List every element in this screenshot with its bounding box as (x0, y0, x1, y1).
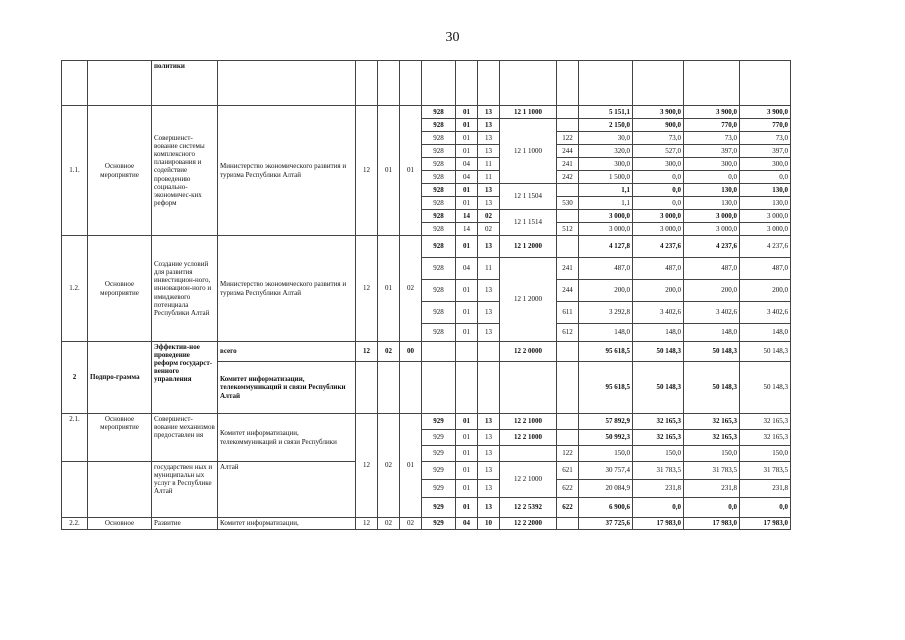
cell: 928 (422, 184, 456, 197)
cell: 13 (478, 145, 500, 158)
cell: 122 (557, 132, 579, 145)
cell (557, 119, 579, 132)
cell: 241 (557, 158, 579, 171)
cell: 01 (456, 446, 478, 462)
cell: 1 500,0 (579, 171, 633, 184)
cell: 929 (422, 414, 456, 430)
code-cell: 01 (400, 414, 422, 518)
cell: 148,0 (684, 324, 740, 342)
row-number: 1.2. (62, 236, 88, 342)
code-cell: 12 (356, 236, 378, 342)
cell: 50 148,3 (633, 362, 684, 414)
cell (557, 518, 579, 530)
cell: 0,0 (633, 197, 684, 210)
code-cell: 12 (356, 342, 378, 362)
cell (557, 342, 579, 362)
cell: 13 (478, 236, 500, 258)
cell: 01 (456, 280, 478, 302)
cell: 928 (422, 106, 456, 119)
cell: 928 (422, 197, 456, 210)
row-org: Министерство экономического развития и туризма Республики Алтай (218, 236, 356, 342)
code-cell: 02 (378, 342, 400, 362)
cell: 14 (456, 210, 478, 223)
cell: 928 (422, 145, 456, 158)
cell: 929 (422, 430, 456, 446)
cell: 01 (456, 430, 478, 446)
cell: 150,0 (579, 446, 633, 462)
cell: 50 148,3 (740, 362, 791, 414)
cell: 242 (557, 171, 579, 184)
cell: 231,8 (740, 480, 791, 498)
cell: 928 (422, 258, 456, 280)
cell: 5 151,1 (579, 106, 633, 119)
cell: 611 (557, 302, 579, 324)
cell: 01 (456, 480, 478, 498)
cell (557, 210, 579, 223)
cell: 01 (456, 197, 478, 210)
cell: 621 (557, 462, 579, 480)
row-org: Комитет информатизации, телекоммуникаций и связи Республики (218, 414, 356, 462)
cell: 1,1 (579, 184, 633, 197)
cell: 95 618,5 (579, 362, 633, 414)
cell: 57 892,9 (579, 414, 633, 430)
cell: 13 (478, 430, 500, 446)
cell: 3 000,0 (740, 210, 791, 223)
cell: 130,0 (684, 184, 740, 197)
cell: 200,0 (740, 280, 791, 302)
cell: 487,0 (684, 258, 740, 280)
cell: 300,0 (633, 158, 684, 171)
cell: 17 983,0 (633, 518, 684, 530)
cell: 01 (456, 414, 478, 430)
cell: 929 (422, 462, 456, 480)
row-name: Совершенст-вование механизмов предоставлен ия (152, 414, 218, 462)
row-name: Развитие (152, 518, 218, 530)
cell (557, 106, 579, 119)
cell: 31 783,5 (740, 462, 791, 480)
cell: 3 000,0 (579, 223, 633, 236)
page-number: 30 (445, 30, 460, 45)
cell: 12 2 2000 (500, 518, 557, 530)
cell: 929 (422, 480, 456, 498)
cell: 3 402,6 (633, 302, 684, 324)
cell: 01 (456, 145, 478, 158)
row-org: Комитет информатизации, телекоммуникаций и связи Республики Алтай (218, 362, 356, 414)
cell: 3 292,8 (579, 302, 633, 324)
cell: 01 (456, 462, 478, 480)
cell: 32 165,3 (633, 430, 684, 446)
row-type: Подпро-грамма (88, 342, 152, 414)
cell: 3 900,0 (740, 106, 791, 119)
cell: 13 (478, 462, 500, 480)
cell: 12 2 5392 (500, 498, 557, 518)
cell: 12 2 1000 (500, 462, 557, 498)
cell: 3 000,0 (579, 210, 633, 223)
cell: 0,0 (740, 171, 791, 184)
cell: 01 (456, 302, 478, 324)
table-row (62, 462, 791, 480)
cell: 487,0 (633, 258, 684, 280)
cell (88, 462, 152, 518)
cell: 73,0 (740, 132, 791, 145)
cell: 13 (478, 197, 500, 210)
cell: 130,0 (684, 197, 740, 210)
cell: 13 (478, 302, 500, 324)
cell: 3 000,0 (633, 210, 684, 223)
cell: 04 (456, 518, 478, 530)
row-name-cont: государствен ных и муниципальн ых услуг в Республике Алтай (152, 462, 218, 518)
cell: 13 (478, 119, 500, 132)
cell: 50 148,3 (684, 342, 740, 362)
cell: 01 (456, 119, 478, 132)
cell: 3 000,0 (684, 210, 740, 223)
cell: 17 983,0 (740, 518, 791, 530)
code-cell: 01 (400, 106, 422, 236)
table-row (62, 342, 791, 362)
cell (557, 236, 579, 258)
budget-table (61, 60, 791, 530)
table-row (62, 236, 791, 258)
cell (422, 342, 456, 362)
cell: 244 (557, 145, 579, 158)
row-number: 2 (62, 342, 88, 414)
code-cell: 01 (378, 106, 400, 236)
code-cell: 01 (378, 236, 400, 342)
cell: 148,0 (579, 324, 633, 342)
cell: 13 (478, 480, 500, 498)
cell: 12 2 1000 (500, 414, 557, 430)
cell: 929 (422, 446, 456, 462)
cell: 770,0 (740, 119, 791, 132)
cell: 0,0 (684, 171, 740, 184)
cell: 50 148,3 (633, 342, 684, 362)
cell: 320,0 (579, 145, 633, 158)
cell: 31 783,5 (684, 462, 740, 480)
cell: 10 (478, 518, 500, 530)
cell: 928 (422, 158, 456, 171)
row-org: Комитет информатизации, (218, 518, 356, 530)
cell: 32 165,3 (684, 414, 740, 430)
cell: 12 1 2000 (500, 236, 557, 258)
code-cell: 02 (378, 518, 400, 530)
cell: 12 1 2000 (500, 258, 557, 342)
cell: 73,0 (633, 132, 684, 145)
cell: 150,0 (684, 446, 740, 462)
row-type: Основное мероприятие (88, 236, 152, 342)
cell: 01 (456, 324, 478, 342)
cell: 32 165,3 (684, 430, 740, 446)
cell: 527,0 (633, 145, 684, 158)
row-name: Эффектив-ное проведение реформ государст-венного управления (152, 342, 218, 414)
cell: 300,0 (684, 158, 740, 171)
code-cell: 02 (378, 414, 400, 518)
cell (62, 462, 88, 518)
cell: 0,0 (633, 184, 684, 197)
cell: 3 900,0 (684, 106, 740, 119)
cell: 122 (557, 446, 579, 462)
cell: 241 (557, 258, 579, 280)
cell: 244 (557, 280, 579, 302)
cell: 397,0 (740, 145, 791, 158)
code-cell: 12 (356, 106, 378, 236)
cell: 20 084,9 (579, 480, 633, 498)
cell: 200,0 (684, 280, 740, 302)
cell: 150,0 (633, 446, 684, 462)
cell: 13 (478, 498, 500, 518)
cell: 130,0 (740, 184, 791, 197)
cell: 300,0 (740, 158, 791, 171)
cell: 200,0 (633, 280, 684, 302)
cell: 397,0 (684, 145, 740, 158)
cell: 231,8 (633, 480, 684, 498)
cell: 14 (456, 223, 478, 236)
cell: 13 (478, 106, 500, 119)
cell: 02 (478, 223, 500, 236)
row-type: Основное мероприятие (88, 414, 152, 462)
cell: 31 783,5 (633, 462, 684, 480)
table-row (62, 518, 791, 530)
cell: 200,0 (579, 280, 633, 302)
cell: 900,0 (633, 119, 684, 132)
cell: 148,0 (740, 324, 791, 342)
cell: 32 165,3 (740, 430, 791, 446)
cell: 01 (456, 184, 478, 197)
cell: 13 (478, 280, 500, 302)
cell: 148,0 (633, 324, 684, 342)
cell: 928 (422, 236, 456, 258)
cell: 300,0 (579, 158, 633, 171)
cell: 11 (478, 158, 500, 171)
row-number: 2.1. (62, 414, 88, 462)
cell (557, 430, 579, 446)
cell: 512 (557, 223, 579, 236)
head-name-cell: политики (152, 61, 218, 106)
cell: 12 2 0000 (500, 342, 557, 362)
cell: 30 757,4 (579, 462, 633, 480)
cell: 3 000,0 (633, 223, 684, 236)
cell: 130,0 (740, 197, 791, 210)
cell: 928 (422, 119, 456, 132)
cell: 32 165,3 (633, 414, 684, 430)
cell: 928 (422, 280, 456, 302)
cell: 928 (422, 171, 456, 184)
cell: 13 (478, 184, 500, 197)
cell (557, 184, 579, 197)
cell: 32 165,3 (740, 414, 791, 430)
cell: 95 618,5 (579, 342, 633, 362)
cell: 4 127,8 (579, 236, 633, 258)
code-cell: 12 (356, 518, 378, 530)
cell: 4 237,6 (684, 236, 740, 258)
cell: 622 (557, 498, 579, 518)
code-cell: 02 (400, 518, 422, 530)
table-row (62, 414, 791, 430)
cell: 612 (557, 324, 579, 342)
cell: 3 900,0 (633, 106, 684, 119)
cell (456, 342, 478, 362)
cell: 928 (422, 210, 456, 223)
cell: 17 983,0 (684, 518, 740, 530)
cell: 04 (456, 158, 478, 171)
cell: 530 (557, 197, 579, 210)
row-name: Совершенст-вование системы комплексного планирования и содействие проведению социально-экономичес-ких реформ (152, 106, 218, 236)
cell: 0,0 (740, 498, 791, 518)
cell: 04 (456, 258, 478, 280)
row-number: 2.2. (62, 518, 88, 530)
cell: 622 (557, 480, 579, 498)
cell: 50 992,3 (579, 430, 633, 446)
total-label: всего (218, 342, 356, 362)
cell: 929 (422, 518, 456, 530)
cell: 3 402,6 (740, 302, 791, 324)
cell: 13 (478, 324, 500, 342)
cell: 01 (456, 132, 478, 145)
cell: 4 237,6 (633, 236, 684, 258)
cell: 487,0 (579, 258, 633, 280)
cell: 2 150,0 (579, 119, 633, 132)
cell (500, 446, 557, 462)
cell (478, 342, 500, 362)
cell: 929 (422, 498, 456, 518)
cell: 3 000,0 (740, 223, 791, 236)
cell: 02 (478, 210, 500, 223)
cell: 0,0 (684, 498, 740, 518)
cell: 0,0 (633, 498, 684, 518)
cell: 3 402,6 (684, 302, 740, 324)
cell: 12 1 1504 (500, 184, 557, 210)
cell: 73,0 (684, 132, 740, 145)
row-type: Основное (88, 518, 152, 530)
cell: 01 (456, 236, 478, 258)
code-cell: 02 (400, 236, 422, 342)
code-cell: 00 (400, 342, 422, 362)
cell: 928 (422, 223, 456, 236)
cell: 1,1 (579, 197, 633, 210)
cell: 928 (422, 132, 456, 145)
cell: 37 725,6 (579, 518, 633, 530)
cell: 12 2 1000 (500, 430, 557, 446)
cell: 13 (478, 446, 500, 462)
row-type: Основное мероприятие (88, 106, 152, 236)
cell: 4 237,6 (740, 236, 791, 258)
cell: 13 (478, 132, 500, 145)
cell: 50 148,3 (740, 342, 791, 362)
cell: 30,0 (579, 132, 633, 145)
table-row (62, 61, 791, 106)
row-org-cont: Алтай (218, 462, 356, 518)
row-org: Министерство экономического развития и туризма Республики Алтай (218, 106, 356, 236)
cell: 3 000,0 (684, 223, 740, 236)
cell: 487,0 (740, 258, 791, 280)
cell: 13 (478, 414, 500, 430)
table-row (62, 106, 791, 119)
cell: 928 (422, 324, 456, 342)
cell: 770,0 (684, 119, 740, 132)
row-name: Создание условий для развития инвестицион-ного, инновацион-ного и имиджевого потенциала Республики Алтай (152, 236, 218, 342)
cell: 01 (456, 106, 478, 119)
cell: 12 1 1514 (500, 210, 557, 236)
cell: 11 (478, 171, 500, 184)
cell: 12 1 1000 (500, 106, 557, 119)
cell: 6 900,6 (579, 498, 633, 518)
cell: 11 (478, 258, 500, 280)
code-cell: 12 (356, 414, 378, 518)
cell: 150,0 (740, 446, 791, 462)
cell: 0,0 (633, 171, 684, 184)
cell: 12 1 1000 (500, 119, 557, 184)
cell: 01 (456, 498, 478, 518)
cell (557, 414, 579, 430)
cell: 04 (456, 171, 478, 184)
cell: 50 148,3 (684, 362, 740, 414)
row-number: 1.1. (62, 106, 88, 236)
cell: 231,8 (684, 480, 740, 498)
cell: 928 (422, 302, 456, 324)
